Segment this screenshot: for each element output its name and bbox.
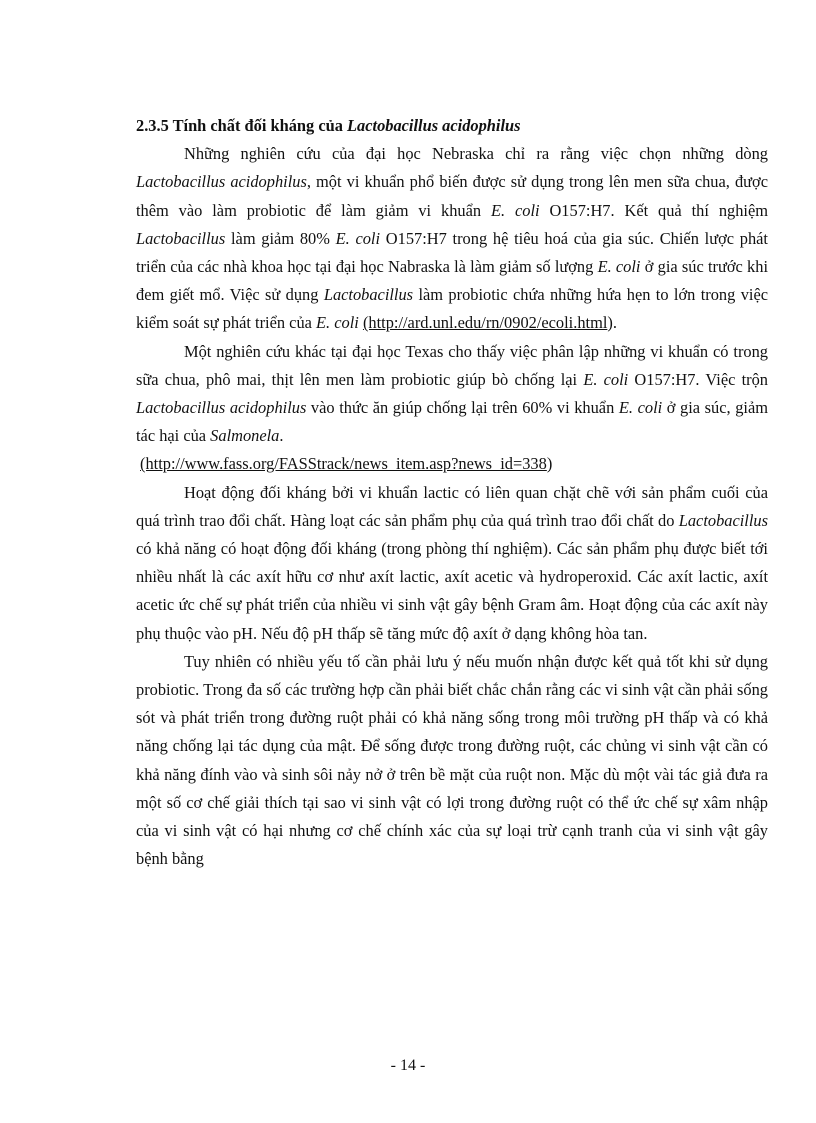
text-run: O157:H7 trong hệ tiêu hoá của gia súc. Chiến lược phát triển của các nhà khoa học tại đại học Nabraska là làm giảm số lượng xyxy=(136,228,768,277)
italic-term: Salmonela xyxy=(210,426,280,446)
text-run: Những nghiên cứu của đại học Nebraska chỉ ra rằng việc chọn những dòng xyxy=(184,144,768,164)
text-run: O157:H7. Việc trộn xyxy=(628,369,768,389)
italic-term: Lactobacillus acidophilus xyxy=(136,398,307,418)
document-body xyxy=(136,112,768,873)
italic-term: Lactobacillus acidophilus xyxy=(136,172,307,192)
text-run: ở gia súc trước khi đem giết mổ. Việc sử dụng xyxy=(136,257,769,305)
heading-italic-text: Lactobacillus acidophilus xyxy=(347,116,521,135)
reference-line xyxy=(136,450,768,478)
paragraph-4 xyxy=(136,648,768,874)
reference-link[interactable]: (http://www.fass.org/FASStrack/news_item.asp?news_id=338 xyxy=(140,454,547,474)
italic-term: E. coli xyxy=(583,369,629,389)
text-run: , một vi khuẩn phổ biến được sử dụng trong lên men sữa chua, được thêm vào làm probiotic để làm giảm vi khuẩn xyxy=(136,172,768,220)
text-run: làm probiotic chứa những hứa hẹn to lớn trong việc kiểm soát sự phát triển của xyxy=(136,285,768,333)
paragraph-1 xyxy=(136,140,768,337)
text-run: O157:H7. Kết quả thí nghiệm xyxy=(539,200,768,220)
text-run: ). xyxy=(607,313,617,333)
text-run: làm giảm 80% xyxy=(225,228,336,248)
text-run: Một nghiên cứu khác tại đại học Texas cho thấy việc phân lập những vi khuẩn có trong sữa chua, phô mai, thịt lên men làm probiotic giúp bò chống lại xyxy=(136,341,768,389)
italic-term: Lactobacillus xyxy=(323,285,414,305)
italic-term: E. coli xyxy=(618,398,663,418)
text-run: có khả năng có hoạt động đối kháng (trong phòng thí nghiệm). Các sản phẩm phụ được biết tới nhiều nhất là các axít hữu cơ như axít lactic, axít acetic và hydroperoxid. Các axít lactic, axít acetic ức chế sự phát triển của nhiều vi sinh vật gây bệnh Gram âm. Hoạt động của các axít này phụ thuộc vào pH. Nếu độ pH thấp sẽ tăng mức độ axít ở dạng không hòa tan. xyxy=(136,539,768,643)
text-run: Tuy nhiên có nhiều yếu tố cần phải lưu ý nếu muốn nhận được kết quả tốt khi sử dụng probiotic. Trong đa số các trường hợp cần phải biết chắc chắn rằng các vi sinh vật cần phải sống sót và phát triển trong đường ruột phải có khả năng sống trong môi trường pH thấp và có khả năng chống lại tác dụng của mật. Để sống được trong đường ruột, các chủng vi sinh vật cần có khả năng đính vào và sinh sôi nảy nở ở trên bề mặt của ruột non. Mặc dù một vài tác giả đưa ra một số cơ chế giải thích tại sao vi sinh vật có lợi trong đường ruột có thể ức chế sự xâm nhập của vi sinh vật có hại nhưng cơ chế chính xác của sự loại trừ cạnh tranh của vi sinh vật gây bệnh bằng xyxy=(136,651,768,869)
italic-term: Lactobacillus xyxy=(678,510,768,530)
italic-term: E. coli xyxy=(316,313,359,333)
italic-term: Lactobacillus xyxy=(136,228,226,248)
text-run: . xyxy=(279,426,284,446)
italic-term: E. coli xyxy=(597,257,641,277)
paragraph-2 xyxy=(136,338,768,451)
section-heading xyxy=(136,112,768,140)
italic-term: E. coli xyxy=(335,228,381,248)
text-run: vào thức ăn giúp chống lại trên 60% vi khuẩn xyxy=(306,398,619,418)
heading-text: 2.3.5 Tính chất đối kháng của xyxy=(136,116,348,135)
text-run: ) xyxy=(546,454,553,474)
italic-term: E. coli xyxy=(490,200,540,220)
page-number: - 14 - xyxy=(390,1057,426,1074)
text-run: Hoạt động đối kháng bởi vi khuẩn lactic có liên quan chặt chẽ với sản phẩm cuối của quá trình trao đổi chất. Hàng loạt các sản phẩm phụ của quá trình trao đổi chất do xyxy=(136,482,768,530)
text-run: ở gia súc, giảm tác hại của xyxy=(136,398,768,446)
paragraph-3 xyxy=(136,479,768,648)
reference-link[interactable]: (http://ard.unl.edu/rn/0902/ecoli.html xyxy=(362,313,608,333)
